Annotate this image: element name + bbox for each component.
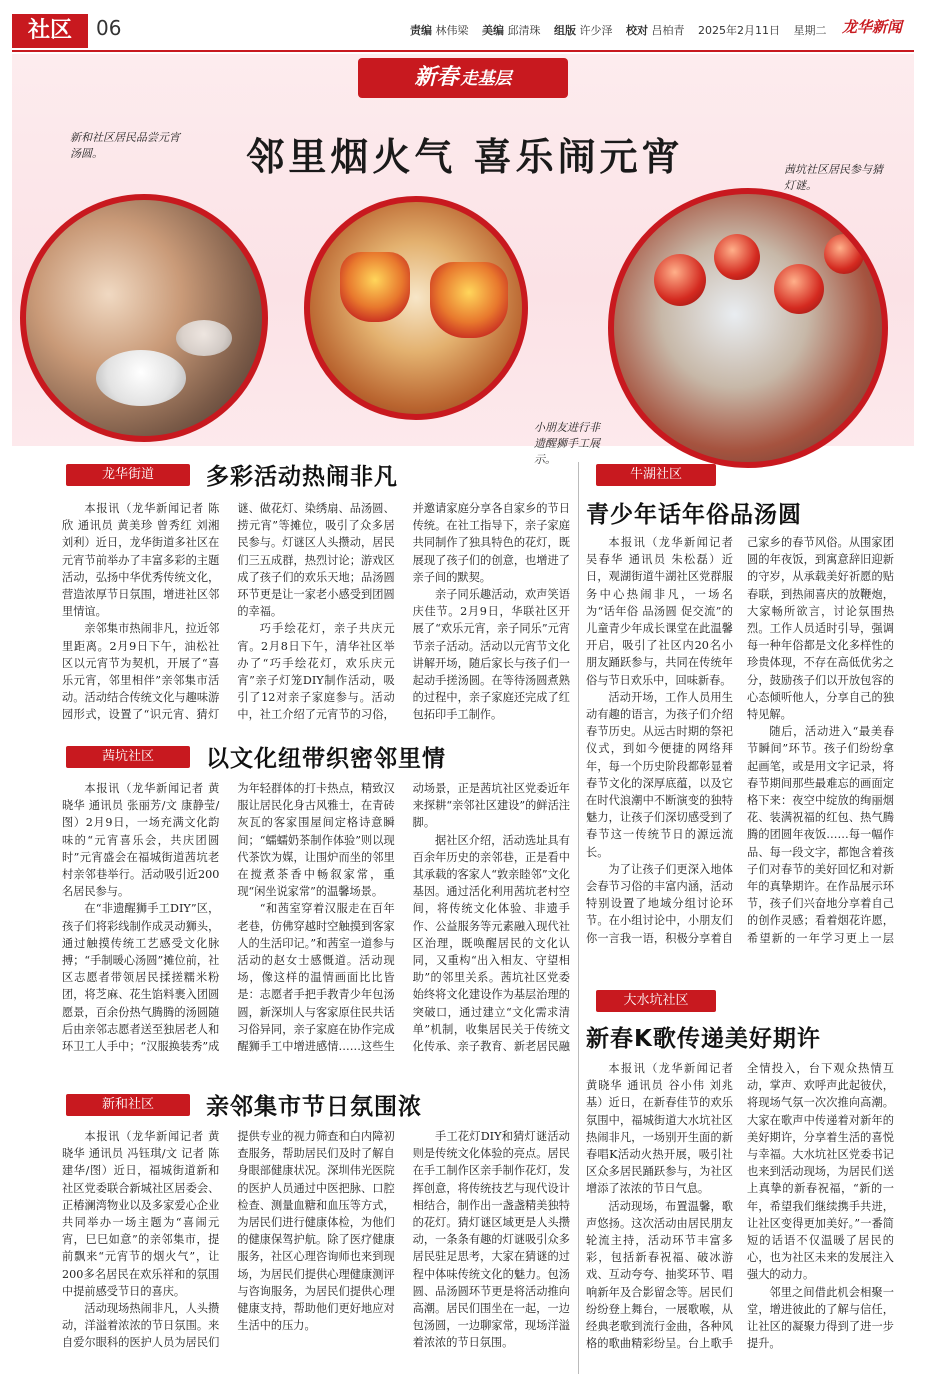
bowl-shape [96,350,186,406]
paragraph: 亲子同乐趣活动，欢声笑语庆佳节。2月9日，华联社区开展了“欢乐元宵，亲子同乐”元宵节亲子活动。活动以元宵节文化讲解开场，随后家长与孩子们一起动手搓汤圆。在等待汤圆煮熟的过程中，亲子家庭还完成了红包拓印手工制作。 [412,588,570,722]
lantern-shape [774,264,824,314]
paragraph: 活动现场，布置温馨，歌声悠扬。这次活动由居民朋友轮流主持，活动环节丰富多彩，包括新春祝福、破冰游戏、互动夸夸、抽奖环节、唱响新年及合影留念等。居民们纷纷登上舞台，一展歌喉，从经典老歌到流行金曲，各种风格的歌曲精彩纷呈。台上歌手全情投入，台下观众热情互动，掌声、欢呼声此起彼伏，将现场气氛一次次推向高潮。大家在歌声中传递着对新年的美好期许，分享着生活的喜悦与幸福。大水坑社区党委书记也来到活动现场，为居民们送上真挚的新春祝福，“新的一年，希望我们继续携手共进，让社区变得更加美好。”一番简短的话语不仅温暖了居民的心，也为社区未来的发展注入强大的动力。 [586,1062,894,1351]
header-rule [12,50,914,52]
paragraph: 本报讯（龙华新闻记者 黄晓华 通讯员 张丽芳/文 康静莹/图）2月9日，一场充满文化韵味的“元宵喜乐会，共庆团圆时”元宵盛会在福城街道茜坑老村亲邻巷举行。活动吸引近200名居民参与。 [62,782,220,899]
proof-credit: 校对 吕柏青 [626,24,685,37]
article-headline: 以文化纽带织密邻里情 [206,746,446,772]
paragraph: 本报讯（龙华新闻记者 黄晓华 通讯员 谷小伟 刘兆基）近日，在新春佳节的欢乐氛围中，福城街道大水坑社区热闹非凡，一场别开生面的新春唱K活动火热开展，吸引社区众多居民踊跃参与，为社区增添了浓浓的节日气息。 [586,1062,733,1196]
paragraph: 本报讯（龙华新闻记者 陈欣 通讯员 黄美珍 曾秀红 刘湘 刘利）近日，龙华街道多社区在元宵节前举办了丰富多彩的主题活动，弘扬中华优秀传统文化，营造浓厚节日氛围，增进社区邻里情谊。 [62,502,220,619]
newspaper-logo: 龙华新闻 [842,18,903,36]
article-headline: 新春K歌传递美好期许 [586,1026,821,1052]
paragraph: 本报讯（龙华新闻记者 黄晓华 通讯员 冯钰琪/文 记者 陈建华/图）近日，福城街道新和社区党委联合新城社区居委会、正椿澜湾物业以及多家爱心企业共同举办一场主题为“喜闹元宵，巳巳如意”的亲邻集市，提前飘来“元宵节的烟火气”，让200多名居民在欢乐祥和的氛围中提前感受节日的喜庆。 [62,1130,220,1298]
column-divider [578,462,579,1374]
paragraph: 邻里之间借此机会相聚一堂，增进彼此的了解与信任，让社区的凝聚力得到了进一步提升。 [747,1285,894,1351]
editor-credit: 责编 林伟梁 [410,24,469,37]
paragraph: 活动开场，工作人员用生动有趣的语言，为孩子们介绍春节历史。从远古时期的祭祀仪式，到如今便捷的网络拜年，每一个历史阶段都彰显着春节文化的深厚底蕴，以及它在时代浪潮中不断演变的独特魅力，让孩子们深切感受到了春节这一传统节日的源远流长。 [586,690,733,859]
article-headline: 青少年话年俗品汤圆 [586,502,802,528]
paragraph: 在“非遗醒狮手工DIY”区，孩子们将彩线制作成灵动狮头，通过触摸传统工艺感受文化脉搏；“手制暖心汤圆”摊位前，社区志愿者带领居民揉搓糯米粉团，将芝麻、花生馅料裹入团圆愿景，百余份热气腾腾的汤圆随后由亲邻志愿者送至独居老人和环卫工人手中；“汉服换装秀”成为年轻群体的打卡热点，精致汉服让居民化身古风雅士，在青砖灰瓦的客家围屋间定格诗意瞬间；“蠕蠕奶茶制作体验”则以现代茶饮为媒，让围炉而坐的邻里在搅煮茶香中畅叙家常，重现“闲坐说家常”的温馨场景。 [62,782,395,1054]
lantern-shape [824,234,864,274]
article-body [62,1128,570,1374]
paragraph: 巧手绘花灯，亲子共庆元宵。2月8日下午，清华社区举办了“巧手绘花灯，欢乐庆元宵”亲子灯笼DIY制作活动，吸引了12对亲子家庭参与。活动中，社工介绍了元宵节的习俗，并邀请家庭分享各自家乡的节日传统。在社工指导下，亲子家庭共同制作了独具特色的花灯，既展现了孩子们的创意，也增进了亲子间的默契。 [237,502,570,722]
section-tag: 社区 [12,14,88,48]
paragraph: 为了让孩子们更深入地体会春节习俗的丰富内涵，活动特别设置了地域分组讨论环节。在小组讨论中，小朋友们你一言我一语，积极分享着自己家乡的春节风俗。从围家团圆的年夜饭，到寓意辞旧迎新的守岁，从承载美好祈愿的贴春联，到热闹喜庆的放鞭炮，大家畅所欲言，讨论氛围热烈。工作人员适时引导，强调每一种年俗都是文化多样性的珍贵体现，不存在高低优劣之分，鼓励孩子们以开放包容的心态倾听他人，分享自己的独特见解。 [586,536,894,945]
article-label: 牛湖社区 [596,464,716,486]
page-header [0,0,926,52]
photo-caption: 小朋友进行非遗醒狮手工展示。 [534,421,600,466]
paragraph: 手工花灯DIY和猜灯谜活动则是传统文化体验的亮点。居民在手工制作区亲手制作花灯，发挥创意，将传统技艺与现代设计相结合，制作出一盏盏精美独特的花灯。猜灯谜区域更是人头攒动，一条条有趣的灯谜吸引众多居民驻足思考，大家在猜谜的过程中体味传统文化的魅力。包汤圆、品汤圆环节更是将活动推向高潮。居民们围坐在一起，一边包汤圆，一边聊家常，现场洋溢着浓浓的节日氛围。 [412,1130,570,1350]
article-label: 茜坑社区 [66,746,190,768]
article-headline: 多彩活动热闹非凡 [206,464,398,490]
lantern-shape [714,234,760,280]
page-title: 邻里烟火气 喜乐闹元宵 [246,135,684,179]
layout-credit: 组版 许少泽 [554,24,613,37]
article-body [586,534,894,964]
paragraph: 亲邻集市热闹非凡，拉近邻里距离。2月9日下午，油松社区以元宵节为契机，开展了“喜乐元宵，邻里相伴”亲邻集市活动。活动结合传统文化与趣味游园形式，设置了“识元宵、猜灯谜、做花灯、染绣扇、品汤圆、捞元宵”等摊位，吸引了众多居民参与。灯谜区人头攒动，居民们三五成群，热烈讨论；游戏区成了孩子们的欢乐天地；品汤圆环节更是让一家老小感受到团圆的幸福。 [62,502,395,722]
article-label: 新和社区 [66,1094,190,1116]
photo-tangyuan-tasting [20,194,268,442]
article-body [62,780,570,1072]
lantern-shape [654,254,706,306]
banner-main: 新春 [414,65,459,90]
article-label: 大水坑社区 [596,990,716,1012]
paragraph: 随后，活动进入“最美春节瞬间”环节。孩子们纷纷拿起画笔，或是用文字记录，将春节期间那些最难忘的画面定格下来：夜空中绽放的绚丽烟花、装满祝福的红包、热气腾腾的团圆年夜饭……每一幅作品、每一段文字，都饱含着孩子们对春节的美好回忆和对新年的真挚期许。在作品展示环节，孩子们兴奋地分享着自己的创作灵感；看着烟花许愿，希望新的一年学习更上一层 [747,725,894,945]
article-headline: 亲邻集市节日氛围浓 [206,1094,422,1120]
photo-caption: 新和社区居民品尝元宵汤圆。 [70,131,180,160]
art-editor-credit: 美编 邱清珠 [482,24,541,37]
photo-caption: 茜坑社区居民参与猜灯谜。 [784,163,883,192]
paragraph: “和茜室穿着汉服走在百年老巷，仿佛穿越时空触摸到客家人的生活印记。”和茜室一道参与活动的赵女士感慨道。活动现场，像这样的温情画面比比皆是：志愿者手把手教青少年包汤圆，新深圳人与客家原住民共话习俗异同，亲子家庭在协作完成醒狮手工中增进感情……这些生动场景，正是茜坑社区党委近年来探耕“亲邻社区建设”的鲜活注脚。 [237,782,570,1054]
article-label: 龙华街道 [66,464,190,486]
article-body [62,500,570,726]
photo-lantern-riddles [608,188,888,468]
issue-weekday: 星期二 [793,24,827,37]
article-body [586,1060,894,1372]
banner-sub: 走基层 [460,69,512,89]
photo-lion-craft [304,196,528,420]
column-banner [358,58,568,98]
lion-mask-shape [340,252,410,322]
bowl-shape [176,320,232,356]
lion-mask-shape [430,262,508,338]
page-number: 06 [96,16,122,40]
paragraph: 本报讯（龙华新闻记者 吴春华 通讯员 朱松磊）近日，观湖街道牛湖社区党群服务中心热闹非凡，一场名为“话年俗 品汤圆 促交流”的儿童青少年成长课堂在此温馨开启，吸引了社区内20名小朋友踊跃参与，共同在传统年俗与节日欢乐中，回味新春。 [586,536,733,687]
editorial-credits [410,22,837,38]
issue-date: 2025年2月11日 [698,24,780,37]
paragraph: 活动现场热闹非凡，人头攒动，洋溢着浓浓的节日氛围。来自爱尔眼科的医护人员为居民们提供专业的视力筛查和白内障初查服务，帮助居民们及时了解自身眼部健康状况。深圳伟光医院的医护人员通过中医把脉、口腔检查、测量血糖和血压等方式，为居民们进行健康体检，为他们的健康保驾护航。除了医疗健康服务，社区心理咨询师也来到现场，为居民们提供心理健康测评与咨询服务，为居民们提供心理健康支持，帮助他们更好地应对生活中的压力。 [62,1130,395,1350]
paragraph: 据社区介绍，活动选址具有百余年历史的亲邻巷，正是看中其承载的客家人“敦亲睦邻”文化基因。通过活化利用茜坑老村空间，将传统文化体验、非遗手作、公益服务等元素融入现代社区治理，既唤醒居民的文化认同，又重构“出入相友、守望相助”的邻里关系。茜坑社区党委始终将文化建设作为基层治理的突破口，通过建立“文化需求清单”机制，收集居民关于传统文化传承、亲子教育、新老居民融 [412,833,570,1054]
